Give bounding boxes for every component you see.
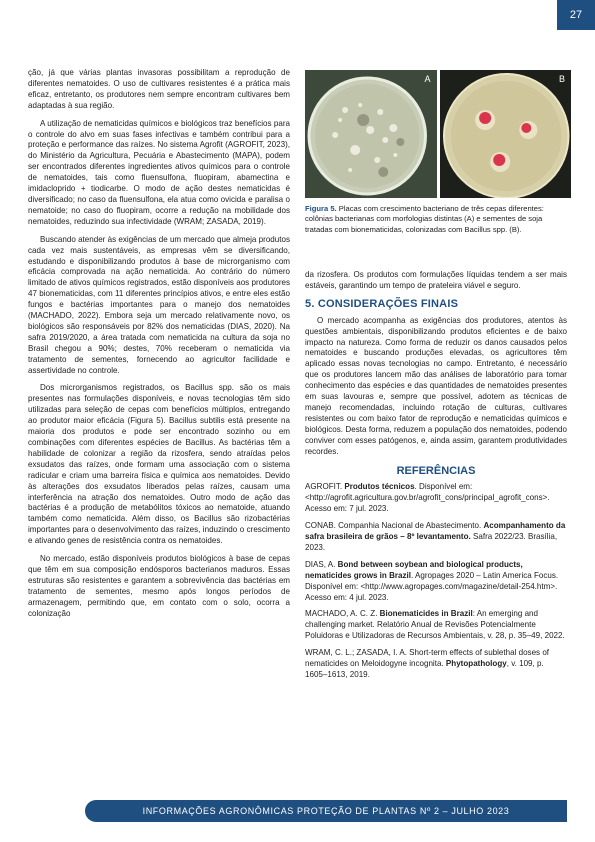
section-heading: 5. CONSIDERAÇÕES FINAIS bbox=[305, 297, 459, 310]
caption-prefix: Figura 5. bbox=[305, 204, 337, 213]
reference-item: CONAB. Companhia Nacional de Abastecimento. Acompanhamento da safra brasileira de grãos – 8º levantamento. Safra 2022/23. Brasília, 2023. bbox=[305, 521, 566, 552]
figure-caption bbox=[305, 204, 567, 235]
petri-dish-photo-a bbox=[305, 70, 437, 198]
paragraph: Buscando atender às exigências de um mercado que almeja produtos cada vez mais sustentáveis, as empresas vêm se diversificando, estudando e disponibilizando produtos à base de microrganismo com eficácia comprovada na ação nematicida. Ao contrário do número limitado de ativos químicos registrados, estão disponíveis aos produtores 47 bionematicidas, com 11 diferentes princípios ativos, e entre eles estão fungos e bactérias importantes para o manejo dos nematoides (MACHADO, 2022). Embora seja um mercado relativamente novo, os biológicos são responsáveis por 82% dos nematicidas (DIAS, 2020). Na safra 2019/2020, a área tratada com nematicida na cultura da soja no Brasil chegou a 90%; destes, 70% receberam o nematicida via tratamento de sementes, fornecendo ao agricultor facilidade e assertividade no controle. bbox=[28, 234, 290, 375]
paragraph: da rizosfera. Os produtos com formulações líquidas tendem a ser mais estáveis, garantindo um tempo de prateleira viável e seguro. bbox=[305, 270, 567, 290]
panel-label-a: A bbox=[424, 74, 431, 84]
panel-label-b: B bbox=[558, 74, 565, 84]
petri-dish-photo-b bbox=[440, 70, 572, 198]
footer-banner: INFORMAÇÕES AGRONÔMICAS PROTEÇÃO DE PLANTAS Nº 2 – JULHO 2023 bbox=[85, 800, 567, 822]
figure-5-photos bbox=[305, 70, 571, 198]
paragraph: ção, já que várias plantas invasoras possibilitam a reprodução de diferentes nematoides. O uso de cultivares resistentes é a prática mais eficaz, entretanto, os produtores nem sempre encontram cultivares bem adaptadas à sua região. bbox=[28, 68, 290, 110]
caption-text: Placas com crescimento bacteriano de três cepas diferentes: colônias bacterianas com morfologias distintas (A) e sementes de soja tratadas com bionematicidas, colonizadas com Bacillus spp. (B). bbox=[305, 204, 544, 234]
petri-dish-a-image bbox=[305, 70, 437, 198]
reference-item: DIAS, A. Bond between soybean and biological products, nematicides grows in Brazil. Agropages 2020 – Latin America Focus. Disponível em: <http://www.agropages.com/magazine/detail-254.htm>. Acesso em: 4 jul. 2023. bbox=[305, 559, 559, 602]
reference-item: AGROFIT. Produtos técnicos. Disponível em: <http://agrofit.agricultura.gov.br/agrofit_cons/principal_agrofit_cons>. Acesso em: 7 jul. 2023. bbox=[305, 482, 550, 514]
paragraph: O mercado acompanha as exigências dos produtores, atentos às questões ambientais, disponibilizando produtos eficientes e de baixo impacto na natureza. Como forma de reduzir os danos causados pelos nematoides e buscando produções elevadas, os agricultores têm aplicado essas novas tecnologias no campo. Entretanto, é necessário que os produtores lancem mão das análises de laboratório para tomar conhecimento das espécies e das quantidades de nematoides presentes em suas lavouras e, sempre que possível, adotem as técnicas de manejo recomendadas, incluindo rotação de culturas, cultivares resistentes ou com baixo fator de reprodução e nematicidas químicos e biológicos. Desta forma, reduzem a população dos nematoides, podendo conviver com esses patógenos, e, ainda assim, garantem produtividades recordes. bbox=[305, 315, 567, 456]
reference-item: MACHADO, A. C. Z. Bionematicides in Brazil: An emerging and challenging market. Relatório Anual de Revisões Potencialmente Poluidoras e Utilizadoras de Recursos Ambientais, v. 28, p. 35–49, 2022. bbox=[305, 609, 565, 641]
paragraph: Dos microrganismos registrados, os Bacillus spp. são os mais presentes nas formulações disponíveis, e novas tecnologias têm sido utilizadas para seleção de cepas com benefícios múltiplos, entregando ao produtor maior eficácia (Figura 5). Bacillus subtilis está presente na maioria dos produtos e pode ser encontrado sozinho ou em combinações com diferentes espécies de Bacillus. As bactérias têm a habilidade de colonizar a região da rizosfera, sendo atraídas pelos exsudatos das raízes, onde formam uma associação com o sistema radicular e criam uma barreira física e química aos nematoides. Devido às alterações dos exsudatos liberados pelas raízes, causam uma interferência na atração dos nematoides. Outro modo de ação das bactérias é a produção de metabólitos tóxicos ao nematoide, atuando também como nematicida. Além disso, os Bacillus são rizobactérias importantes para o desenvolvimento das raízes, induzindo o crescimento e ativando genes de resistência contra os nematoides. bbox=[28, 383, 290, 546]
right-column bbox=[305, 270, 567, 687]
reference-item: WRAM, C. L.; ZASADA, I. A. Short-term effects of sublethal doses of nematicides on Meloidogyne incognita. Phytopathology, v. 109, p. 1605–1613, 2019. bbox=[305, 648, 550, 679]
petri-dish-b-image bbox=[440, 70, 572, 198]
paragraph: A utilização de nematicidas químicos e biológicos traz benefícios para o controle do alvo em suas fases infectivas e também contribui para a proteção e performance das raízes. No sistema Agrofit (AGROFIT, 2023), do Ministério da Agricultura, Pecuária e Abastecimento (MAPA), podem ser encontrados diferentes ingredientes ativos químicos para o controle de nematoides, tais como fluensulfona, fluopiram, abamectina e imidacloprido + tiodicarbe. O modo de ação destes nematicidas é diversificado; no caso da fluensulfona, ela atua como ovicida e paralisa o nematoide; no caso do fluopiram, ocorre a redução na mobilidade dos nematoides, reduzindo sua infectividade (WRAM; ZASADA, 2019). bbox=[28, 118, 290, 226]
paragraph: No mercado, estão disponíveis produtos biológicos à base de cepas que têm em sua composição endósporos bacterianos maduros. Essas estruturas são resistentes e garantem a sobrevivência das bactérias em tratamento de sementes, mesmo após longos períodos de armazenagem, permitindo que, em contato com o solo, ocorra a colonização bbox=[28, 554, 290, 618]
page-number: 27 bbox=[557, 0, 595, 30]
left-column bbox=[28, 68, 290, 627]
references-heading: REFERÊNCIAS bbox=[396, 464, 476, 477]
